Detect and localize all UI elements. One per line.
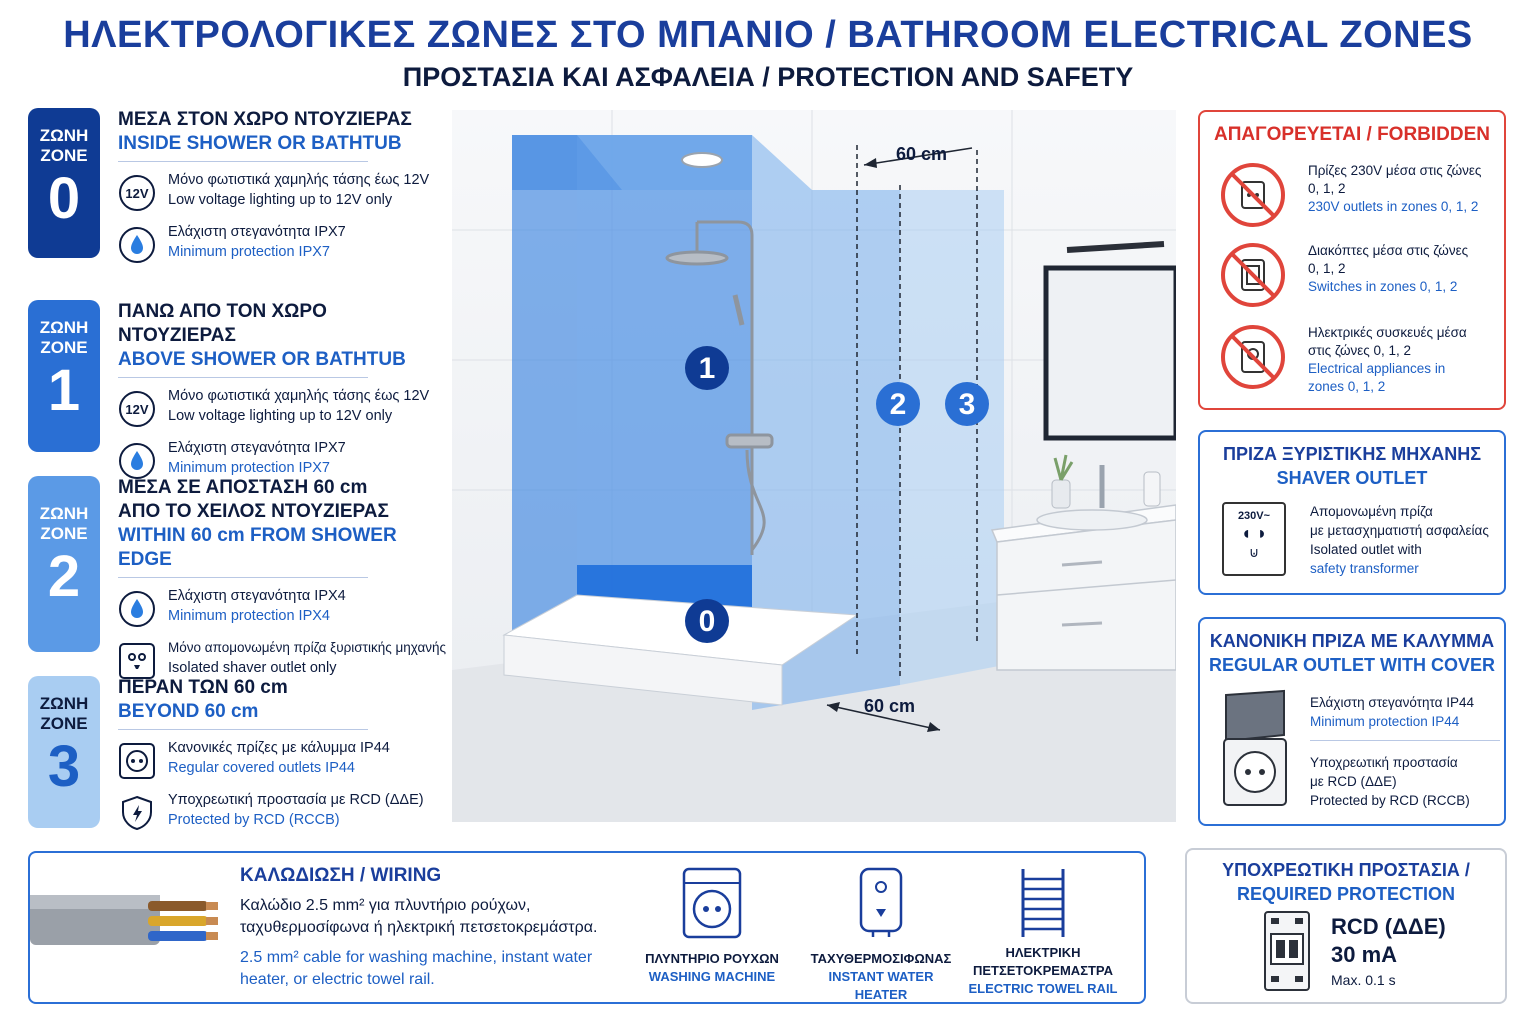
feature-text-gr: Ελάχιστη στεγανότητα IPX7 (168, 224, 346, 240)
feature-text-en: Low voltage lighting up to 12V only (168, 192, 393, 208)
zone-label-gr: ΖΩΝΗ (39, 694, 89, 713)
wiring-title: ΚΑΛΩΔΙΩΣΗ / WIRING (240, 865, 442, 886)
zone-0-body (118, 108, 448, 274)
appliance-label-en: WASHING MACHINE (648, 969, 776, 984)
appliance-label-en: ELECTRIC TOWEL RAIL (968, 981, 1118, 996)
feature-text-en: Protected by RCD (RCCB) (168, 812, 340, 828)
12v-icon (118, 390, 156, 428)
forbidden-text-en2: zones 0, 1, 2 (1308, 379, 1386, 394)
zone-3-area (900, 190, 1004, 685)
feature-text-gr: Ελάχιστη στεγανότητα IPX7 (168, 440, 346, 456)
zone-label-gr: ΖΩΝΗ (39, 318, 89, 337)
page-subtitle: ΠΡΟΣΤΑΣΙΑ ΚΑΙ ΑΣΦΑΛΕΙΑ / PROTECTION AND SAFETY (402, 62, 1134, 92)
svg-text:1: 1 (698, 352, 716, 385)
feature-text-gr: Υποχρεωτική προστασία με RCD (ΔΔΕ) (168, 792, 424, 808)
cover-title-gr: ΚΑΝΟΝΙΚΗ ΠΡΙΖΑ ΜΕ ΚΑΛΥΜΜΑ (1209, 631, 1495, 651)
cover-text-en: Minimum protection IP44 (1310, 714, 1460, 729)
zone-title-en: ABOVE SHOWER OR BATHTUB (118, 349, 406, 370)
zone-feature (118, 170, 448, 222)
zone-title-en: BEYOND 60 cm (118, 701, 259, 722)
shaver-text-gr: Απομονωμένη πρίζα (1310, 504, 1433, 519)
appliance-label-en: INSTANT WATER HEATER (828, 969, 934, 1002)
ceiling-light-icon (682, 153, 722, 167)
feature-text-en: Low voltage lighting up to 12V only (168, 408, 393, 424)
outlet-icon (118, 742, 156, 780)
zone-3-row (28, 676, 438, 836)
rcd-rating: 30 mA (1331, 942, 1398, 967)
page-title: ΗΛΕΚΤΡΟΛΟΓΙΚΕΣ ΖΩΝΕΣ ΣΤΟ ΜΠΑΝΙΟ / BATHROOM ELECTRICAL ZONES (63, 14, 1473, 56)
cover-text-gr-b: Υποχρεωτική προστασία (1310, 755, 1458, 770)
shaver-description (1310, 502, 1500, 578)
zone-label-en: ZONE (40, 338, 88, 357)
zone-title-en: INSIDE SHOWER OR BATHTUB (118, 133, 402, 154)
svg-text:3: 3 (958, 388, 976, 421)
shaver-title-en: SHAVER OUTLET (1276, 468, 1428, 488)
cover-text-gr: Ελάχιστη στεγανότητα IP44 (1310, 695, 1474, 710)
forbidden-text-gr2: στις ζώνες 0, 1, 2 (1308, 343, 1412, 358)
shaver-title-gr: ΠΡΙΖΑ ΞΥΡΙΣΤΙΚΗΣ ΜΗΧΑΝΗΣ (1223, 444, 1481, 464)
zone-marker-3 (945, 382, 989, 426)
rcd-shield-icon (118, 794, 156, 832)
divider (118, 577, 368, 578)
forbidden-text-gr: Πρίζες 230V μέσα στις ζώνες (1308, 163, 1482, 178)
zone-1-badge (28, 300, 100, 452)
feature-text-en: Regular covered outlets IP44 (168, 760, 355, 776)
water-drop-icon (118, 226, 156, 264)
feature-text-en: Isolated shaver outlet only (168, 660, 337, 676)
cover-text-en-b: Protected by RCD (RCCB) (1310, 793, 1470, 808)
mirror (1046, 268, 1176, 438)
zone-2-body (118, 476, 448, 690)
feature-text-gr: Μόνο φωτιστικά χαμηλής τάσης έως 12V (168, 172, 430, 188)
appliance-label-gr2: ΠΕΤΣΕΤΟΚΡΕΜΑΣΤΡΑ (972, 963, 1114, 978)
water-heater-icon (858, 867, 904, 939)
appliance-towel-rail (968, 867, 1118, 998)
forbidden-text-gr: Διακόπτες μέσα στις ζώνες (1308, 243, 1469, 258)
zone-1-area (512, 135, 577, 670)
shaver-text-en2: safety transformer (1310, 561, 1419, 576)
divider (118, 161, 368, 162)
zone-feature (118, 586, 448, 638)
shaver-socket-icon: 230V~ ◖ ◗ ⊍ (1222, 502, 1286, 576)
water-drop-icon (118, 590, 156, 628)
zone-title-gr: ΠΑΝΩ ΑΠΟ ΤΟΝ ΧΩΡΟ ΝΤΟΥΖΙΕΡΑΣ (118, 301, 327, 346)
feature-text-gr: Ελάχιστη στεγανότητα IPX4 (168, 588, 346, 604)
cover-title-en: REGULAR OUTLET WITH COVER (1209, 655, 1495, 675)
covered-outlet-icon (1222, 689, 1288, 809)
zone-number: 0 (47, 166, 81, 231)
cover-text-gr-b2: με RCD (ΔΔΕ) (1310, 774, 1397, 789)
zone-number: 2 (47, 544, 81, 609)
zone-number: 1 (47, 358, 81, 423)
required-protection-panel (1185, 848, 1507, 1004)
sink-cabinet (992, 505, 1176, 670)
zone-3-badge (28, 676, 100, 828)
forbidden-text-en: Switches in zones 0, 1, 2 (1308, 279, 1458, 294)
zone-2-row (28, 476, 447, 676)
cable-icon (30, 887, 220, 957)
wiring-panel (28, 851, 1146, 1004)
feature-text-en: Minimum protection IPX7 (168, 244, 330, 260)
feature-text-en: Minimum protection IPX7 (168, 460, 330, 476)
zone-marker-0 (685, 599, 729, 643)
zone-0-badge (28, 108, 100, 258)
zone-title-gr-line2: ΑΠΟ ΤΟ ΧΕΙΛΟΣ ΝΤΟΥΖΙΕΡΑΣ (118, 501, 389, 522)
appliance-washing-machine (642, 867, 782, 986)
no-switch-icon (1220, 242, 1286, 308)
zone-3-body (118, 676, 448, 842)
protection-title-gr: ΥΠΟΧΡΕΩΤΙΚΗ ΠΡΟΣΤΑΣΙΑ / (1222, 860, 1470, 880)
towel-rail-icon (1017, 867, 1069, 939)
12v-icon (118, 174, 156, 212)
zone-number: 3 (47, 734, 81, 799)
plant-pot-icon (1052, 480, 1070, 508)
zone-title-gr: ΠΕΡΑΝ ΤΩΝ 60 cm (118, 677, 288, 698)
zone-marker-2 (876, 382, 920, 426)
feature-text-en: Minimum protection IPX4 (168, 608, 330, 624)
rcd-trip-time: Max. 0.1 s (1331, 972, 1396, 988)
divider (118, 377, 368, 378)
covered-outlet-panel (1198, 617, 1506, 826)
bathroom-illustration (452, 110, 1176, 822)
bathroom-scene (452, 110, 1176, 822)
washing-machine-icon (682, 867, 742, 939)
zone-label-en: ZONE (40, 524, 88, 543)
forbidden-text-en: Electrical appliances in (1308, 361, 1446, 376)
shaver-outlet-panel (1198, 430, 1506, 595)
wiring-text-gr: Καλώδιο 2.5 mm² για πλυντήριο ρούχων, ταχυθερμοσίφωνα ή ηλεκτρική πετσετοκρεμάστρα. (240, 897, 598, 936)
zone-feature (118, 386, 448, 438)
feature-text-gr: Μόνο φωτιστικά χαμηλής τάσης έως 12V (168, 388, 430, 404)
zone-0-row (28, 108, 438, 278)
forbidden-title: ΑΠΑΓΟΡΕΥΕΤΑΙ / FORBIDDEN (1213, 124, 1491, 145)
zone-title-gr: ΜΕΣΑ ΣΤΟΝ ΧΩΡΟ ΝΤΟΥΖΙΕΡΑΣ (118, 109, 412, 130)
zone-feature (118, 790, 448, 842)
zone-marker-1 (685, 346, 729, 390)
soap-bottle-icon (1144, 472, 1160, 506)
appliance-label-gr: ΗΛΕΚΤΡΙΚΗ (1005, 945, 1081, 960)
forbidden-text-gr: Ηλεκτρικές συσκευές μέσα (1308, 325, 1467, 340)
zone-label-en: ZONE (40, 146, 88, 165)
svg-text:2: 2 (889, 388, 907, 421)
rcd-breaker-icon (1263, 910, 1311, 992)
zone-title-gr: ΜΕΣΑ ΣΕ ΑΠΟΣΤΑΣΗ 60 cm (118, 477, 368, 498)
zone-label-gr: ΖΩΝΗ (39, 126, 89, 145)
zone-2-badge (28, 476, 100, 652)
forbidden-text-en: 230V outlets in zones 0, 1, 2 (1308, 199, 1479, 214)
shaver-voltage: 230V~ (1237, 510, 1271, 522)
svg-text:0: 0 (698, 605, 716, 638)
zone-1-row (28, 300, 438, 476)
divider (1310, 740, 1500, 741)
appliance-water-heater (802, 867, 960, 1004)
forbidden-text-gr2: 0, 1, 2 (1308, 261, 1346, 276)
zone-1-body (118, 300, 448, 490)
protection-specs (1331, 914, 1446, 988)
shaver-outlet-icon (118, 642, 156, 680)
feature-text-gr: Μόνο απομονωμένη πρίζα ξυριστικής μηχανής (168, 640, 447, 655)
svg-text:12V: 12V (125, 186, 149, 201)
zone-feature (118, 222, 448, 274)
water-drop-icon (118, 442, 156, 480)
zone-feature (118, 738, 448, 790)
wiring-text-en: 2.5 mm² cable for washing machine, instant water heater, or electric towel rail. (240, 949, 593, 988)
forbidden-panel (1198, 110, 1506, 410)
forbidden-text-gr2: 0, 1, 2 (1308, 181, 1346, 196)
no-appliance-icon (1220, 324, 1286, 390)
zone-title-en: WITHIN 60 cm FROM SHOWER EDGE (118, 525, 397, 570)
zone-label-gr: ΖΩΝΗ (39, 504, 89, 523)
divider (118, 729, 368, 730)
zone-label-en: ZONE (40, 714, 88, 733)
no-outlet-icon (1220, 162, 1286, 228)
cover-description (1310, 693, 1500, 810)
appliance-label-gr: ΠΛΥΝΤΗΡΙΟ ΡΟΥΧΩΝ (645, 951, 779, 966)
dimension-label-bottom: 60 cm (864, 696, 916, 716)
feature-text-gr: Κανονικές πρίζες με κάλυμμα IP44 (168, 740, 390, 756)
protection-title-en: REQUIRED PROTECTION (1236, 884, 1455, 904)
shaver-text-en: Isolated outlet with (1310, 542, 1422, 557)
shaver-text-gr2: με μετασχηματιστή ασφαλείας (1310, 523, 1489, 538)
rcd-device-label: RCD (ΔΔΕ) (1331, 914, 1446, 939)
svg-text:12V: 12V (125, 402, 149, 417)
appliance-label-gr: ΤΑΧΥΘΕΡΜΟΣΙΦΩΝΑΣ (810, 951, 952, 966)
dimension-label-top: 60 cm (896, 144, 948, 164)
